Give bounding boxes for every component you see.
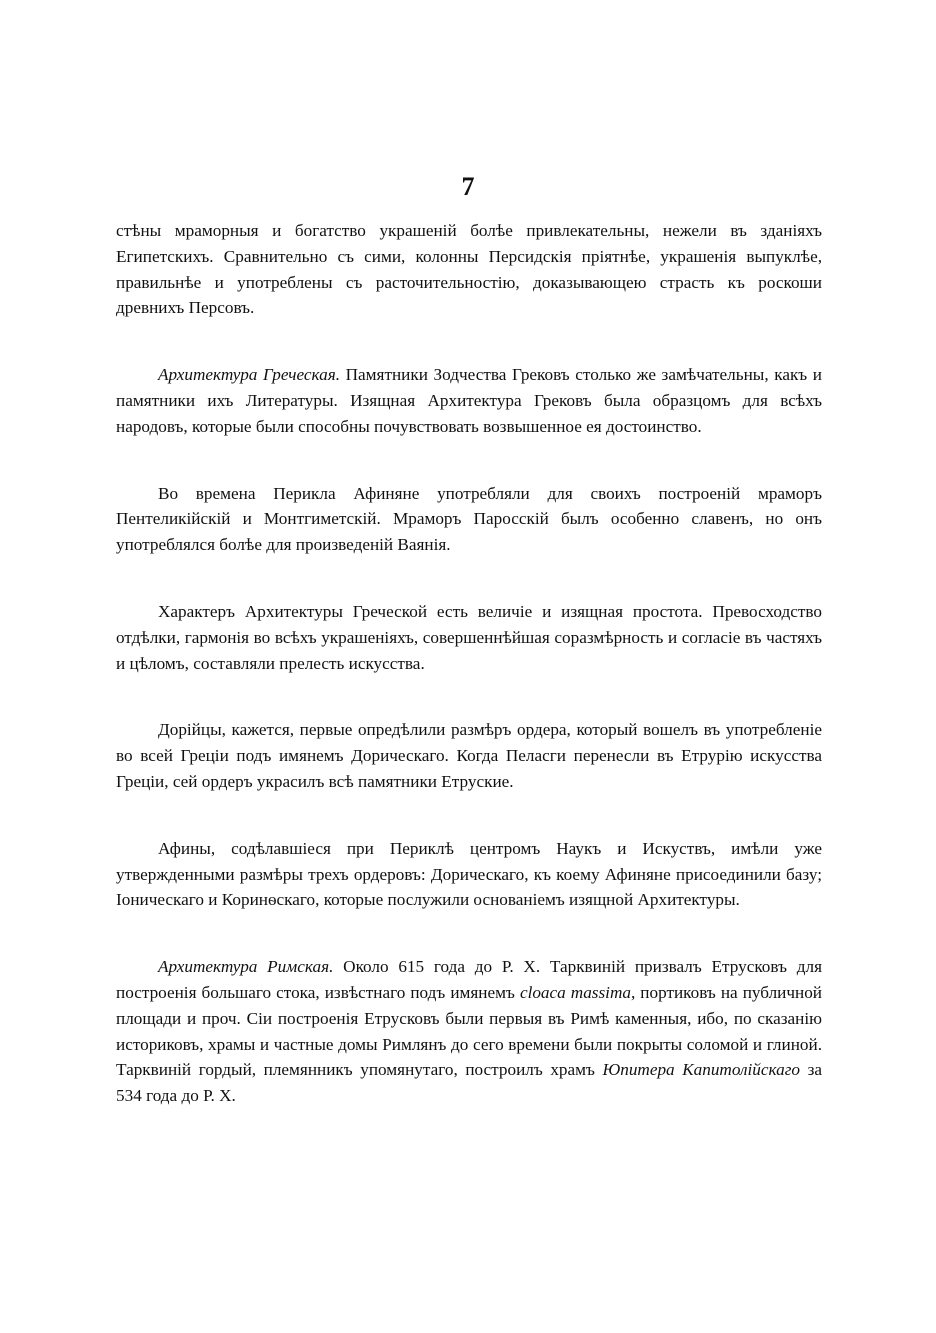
latin-term: cloaca massima (519, 982, 631, 1002)
temple-name: Юпитера Капитолійскаго (602, 1060, 800, 1080)
paragraph-text: Около 615 года до Р. Х. Тарквиній призвалъ Етрусковъ для построенія большаго стока, извѣстнаго подъ имянемъ (116, 957, 822, 1002)
paragraph-greek-character: Характеръ Архитектуры Греческой есть величіе и изящная простота. Превосходство отдѣлки, гармонія во всѣхъ украшеніяхъ, совершеннѣйшая соразмѣрность и согласіе въ частяхъ и цѣломъ, составляли прелесть искусства. (116, 601, 822, 673)
paragraph-text: , портиковъ на публичной площади и проч. Сіи построенія Етрусковъ были первыя въ Римѣ каменныя, ибо, по сказанію историковъ, храмы и частные домы Римлянъ до сего времени были покрыты соломой и глиной. Тарквиній гордый, племянникъ упомянутаго, построилъ храмъ (116, 982, 822, 1080)
paragraph-persian-columns: стѣны мраморныя и богатство украшеній болѣе привлекательны, нежели въ зданіяхъ Египетскихъ. Сравнительно съ сими, колонны Персидскія пріятнѣе, украшенія выпуклѣе, правильнѣе и употреблены съ расточительностію, доказывающею страсть къ роскоши древнихъ Персовъ. (116, 221, 822, 318)
page-number: 7 (461, 172, 475, 201)
section-heading-greek: Архитектура Греческая. (158, 365, 341, 385)
paragraph-marble: Во времена Перикла Афиняне употребляли для своихъ построеній мраморъ Пентеликійскій и Монтгиметскій. Мраморъ Паросскій былъ особенно славенъ, но онъ употреблялся болѣе для произведеній Ваянія. (116, 483, 822, 555)
paragraph-text: за 534 года до Р. Х. (116, 1060, 822, 1106)
section-heading-roman: Архитектура Римская. (158, 957, 334, 977)
paragraph-greek-architecture (116, 362, 822, 439)
paragraph-dorians: Дорійцы, кажется, первые опредѣлили размѣръ ордера, который вошелъ въ употребленіе во всей Греціи подъ имянемъ Дорическаго. Когда Пеласги перенесли въ Етрурію искусства Греціи, сей ордеръ украсилъ всѣ памятники Етруские. (116, 720, 822, 791)
body-text (116, 218, 822, 1150)
paragraph-roman-architecture (116, 954, 822, 1109)
paragraph-athens: Афины, содѣлавшіеся при Периклѣ центромъ Наукъ и Искуствъ, имѣли уже утвержденными размѣры трехъ ордеровъ: Дорическаго, къ коему Афиняне присоединили базу; Іоническаго и Коринѳскаго, которые послужили основаніемъ изящной Архитектуры. (116, 838, 822, 910)
paragraph-text: Памятники Зодчества Грековъ столько же замѣчательны, какъ и памятники ихъ Литературы. Изящная Архитектура Грековъ была образцомъ для всѣхъ народовъ, которые были способны почувствовать возвышенное ея достоинство. (116, 365, 822, 436)
